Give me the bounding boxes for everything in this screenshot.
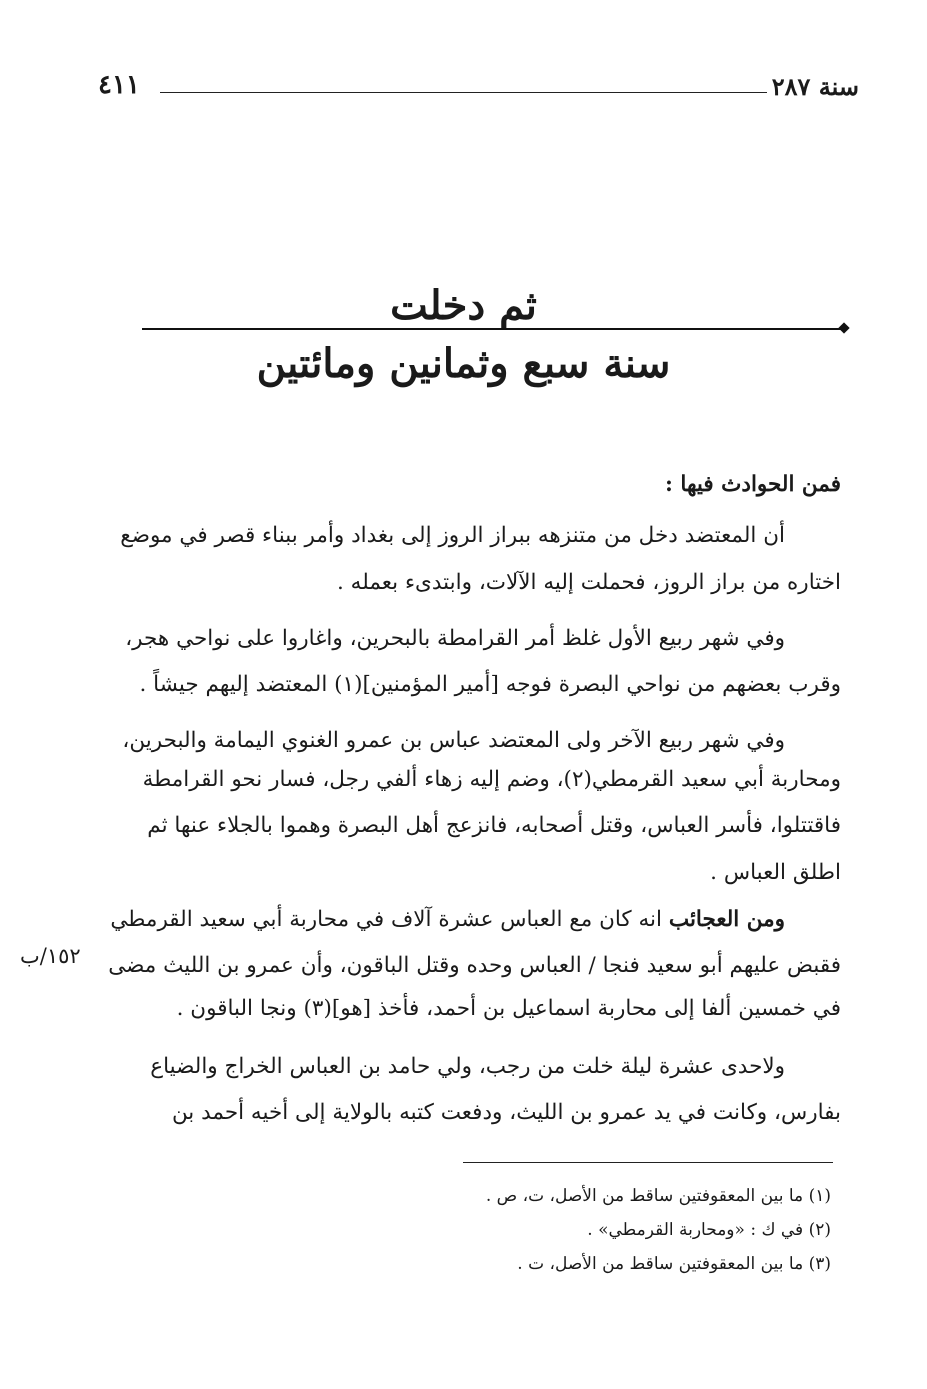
p4-line-1-text: انه كان مع العباس عشرة آلاف في محاربة أبي سعيد القرمطي xyxy=(110,907,669,932)
p3-line-1: وفي شهر ربيع الآخر ولى المعتضد عباس بن عمرو الغنوي اليمامة والبحرين، xyxy=(122,728,785,753)
p1-line-2: اختاره من براز الروز، فحملت إليه الآلات، وابتدىء بعمله . xyxy=(337,570,841,595)
footnote-rule xyxy=(463,1162,833,1163)
footnote-3: (٣) ما بين المعقوفتين ساقط من الأصل، ت . xyxy=(517,1254,831,1274)
p3-line-4: اطلق العباس . xyxy=(710,860,841,885)
footnote-2: (٢) في ك : «ومحاربة القرمطي» . xyxy=(587,1220,831,1240)
title-line-2: سنة سبع وثمانين ومائتين xyxy=(256,340,671,387)
p4-line-3: في خمسين ألفا إلى محاربة اسماعيل بن أحمد، فأخذ [هو](٣) ونجا الباقون . xyxy=(176,996,841,1021)
p3-line-3: فاقتتلوا، فأسر العباس، وقتل أصحابه، فانزعج أهل البصرة وهموا بالجلاء عنها ثم xyxy=(147,813,841,838)
p5-line-1: ولاحدى عشرة ليلة خلت من رجب، ولي حامد بن العباس الخراج والضياع xyxy=(150,1054,785,1079)
p1-line-1: أن المعتضد دخل من متنزهه ببراز الروز إلى بغداد وأمر ببناء قصر في موضع xyxy=(120,523,785,548)
footnote-1: (١) ما بين المعقوفتين ساقط من الأصل، ت، ص . xyxy=(485,1186,831,1206)
p2-line-2: وقرب بعضهم من نواحي البصرة فوجه [أمير المؤمنين](١) المعتضد إليهم جيشاً . xyxy=(139,672,841,697)
p4-line-2: فقبض عليهم أبو سعيد فنجا / العباس وحده وقتل الباقون، وأن عمرو بن الليث مضى xyxy=(108,953,841,978)
p2-line-1: وفي شهر ربيع الأول غلظ أمر القرامطة بالبحرين، واغاروا على نواحي هجر، xyxy=(125,626,785,651)
header-year-label: سنة ٢٨٧ xyxy=(771,72,859,101)
p4-line-1 xyxy=(110,905,785,935)
manuscript-folio-note: ١٥٢/ب xyxy=(20,944,81,968)
section-heading: فمن الحوادث فيها : xyxy=(665,472,841,497)
page-number: ٤١١ xyxy=(98,70,140,100)
p3-line-2: ومحاربة أبي سعيد القرمطي(٢)، وضم إليه زهاء ألفي رجل، فسار نحو القرامطة xyxy=(142,767,841,792)
title-line-1: ثم دخلت xyxy=(390,282,537,329)
title-rule xyxy=(142,328,842,330)
wonders-heading: ومن العجائب xyxy=(668,907,785,932)
p5-line-2: بفارس، وكانت في يد عمرو بن الليث، ودفعت كتبه بالولاية إلى أخيه أحمد بن xyxy=(171,1100,841,1125)
header-rule xyxy=(160,92,767,93)
